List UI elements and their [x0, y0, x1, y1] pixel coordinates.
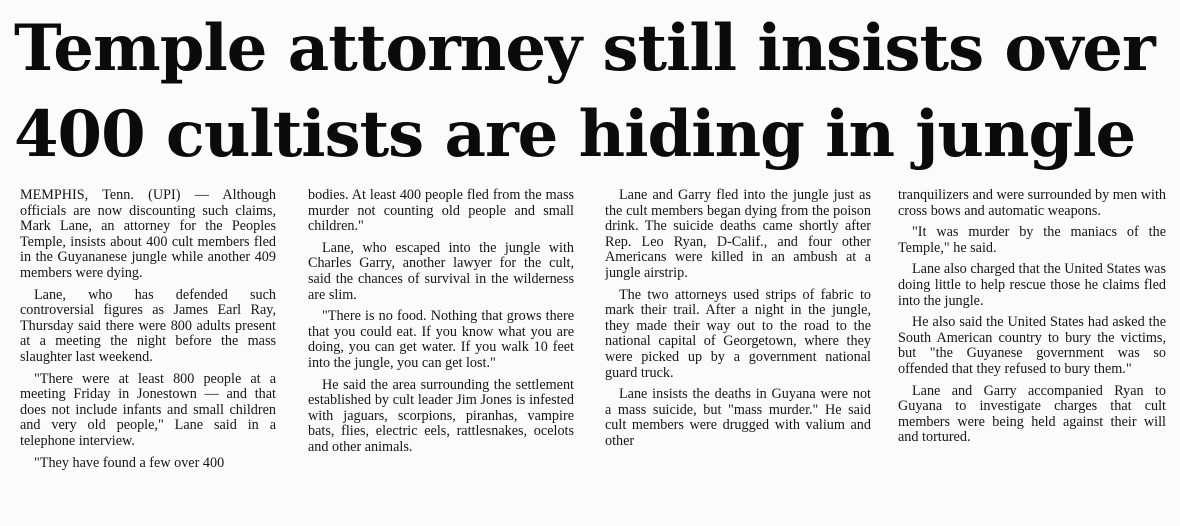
article-column-1 — [20, 188, 276, 524]
headline — [14, 6, 1164, 178]
article-column-2 — [308, 188, 574, 524]
paragraph: "There were at least 800 people at a meeting Friday in Jonestown — and that does not include infants and small children and very old people," Lane said in a telephone interview. — [20, 370, 276, 449]
paragraph: Lane, who escaped into the jungle with Charles Garry, another lawyer for the cult, said the chances of survival in the wilderness are slim. — [308, 239, 574, 303]
paragraph: MEMPHIS, Tenn. (UPI) — Although officials are now discounting such claims, Mark Lane, an attorney for the Peoples Temple, insists about 400 cult members fled in the Guyananese jungle while another 409 members were dying. — [20, 188, 276, 281]
headline-line-1: Temple attorney still insists over — [14, 11, 1155, 86]
paragraph: Lane, who has defended such controversial figures as James Earl Ray, Thursday said there were 800 adults present at a meeting the night before the mass slaughter last weekend. — [20, 286, 276, 365]
paragraph: "It was murder by the maniacs of the Temple," he said. — [898, 224, 1166, 256]
paragraph: bodies. At least 400 people fled from the mass murder not counting old people and small children." — [308, 188, 574, 235]
article-column-3 — [605, 188, 871, 524]
paragraph: Lane and Garry fled into the jungle just as the cult members began dying from the poison drink. The suicide deaths came shortly after Rep. Leo Ryan, D-Calif., and four other Americans were killed in an ambush at a jungle airstrip. — [605, 188, 871, 281]
paragraph: "There is no food. Nothing that grows there that you could eat. If you know what you are doing, you can get water. If you walk 10 feet into the jungle, you can get lost." — [308, 308, 574, 371]
paragraph: Lane insists the deaths in Guyana were not a mass suicide, but "mass murder." He said cult members were drugged with valium and other — [605, 386, 871, 449]
paragraph: tranquilizers and were surrounded by men with cross bows and automatic weapons. — [898, 188, 1166, 219]
paragraph: He also said the United States had asked the South American country to bury the victims, but "the Guyanese government was so offended that they refused to bury them." — [898, 314, 1166, 377]
paragraph: Lane and Garry accompanied Ryan to Guyana to investigate charges that cult members were being held against their will and tortured. — [898, 382, 1166, 446]
paragraph: "They have found a few over 400 — [34, 454, 225, 471]
paragraph: The two attorneys used strips of fabric to mark their trail. After a night in the jungle, they made their way out to the road to the national capital of Georgetown, where they were picked up by a government national guard truck. — [605, 286, 871, 381]
paragraph: Lane also charged that the United States was doing little to help rescue those he claims fled into the jungle. — [898, 261, 1166, 309]
paragraph: He said the area surrounding the settlement established by cult leader Jim Jones is infested with jaguars, scorpions, piranhas, vampire bats, flies, electric eels, rattlesnakes, ocelots and other animals. — [308, 376, 574, 455]
headline-line-2: 400 cultists are hiding in jungle — [14, 97, 1136, 172]
article-column-4 — [898, 188, 1166, 524]
